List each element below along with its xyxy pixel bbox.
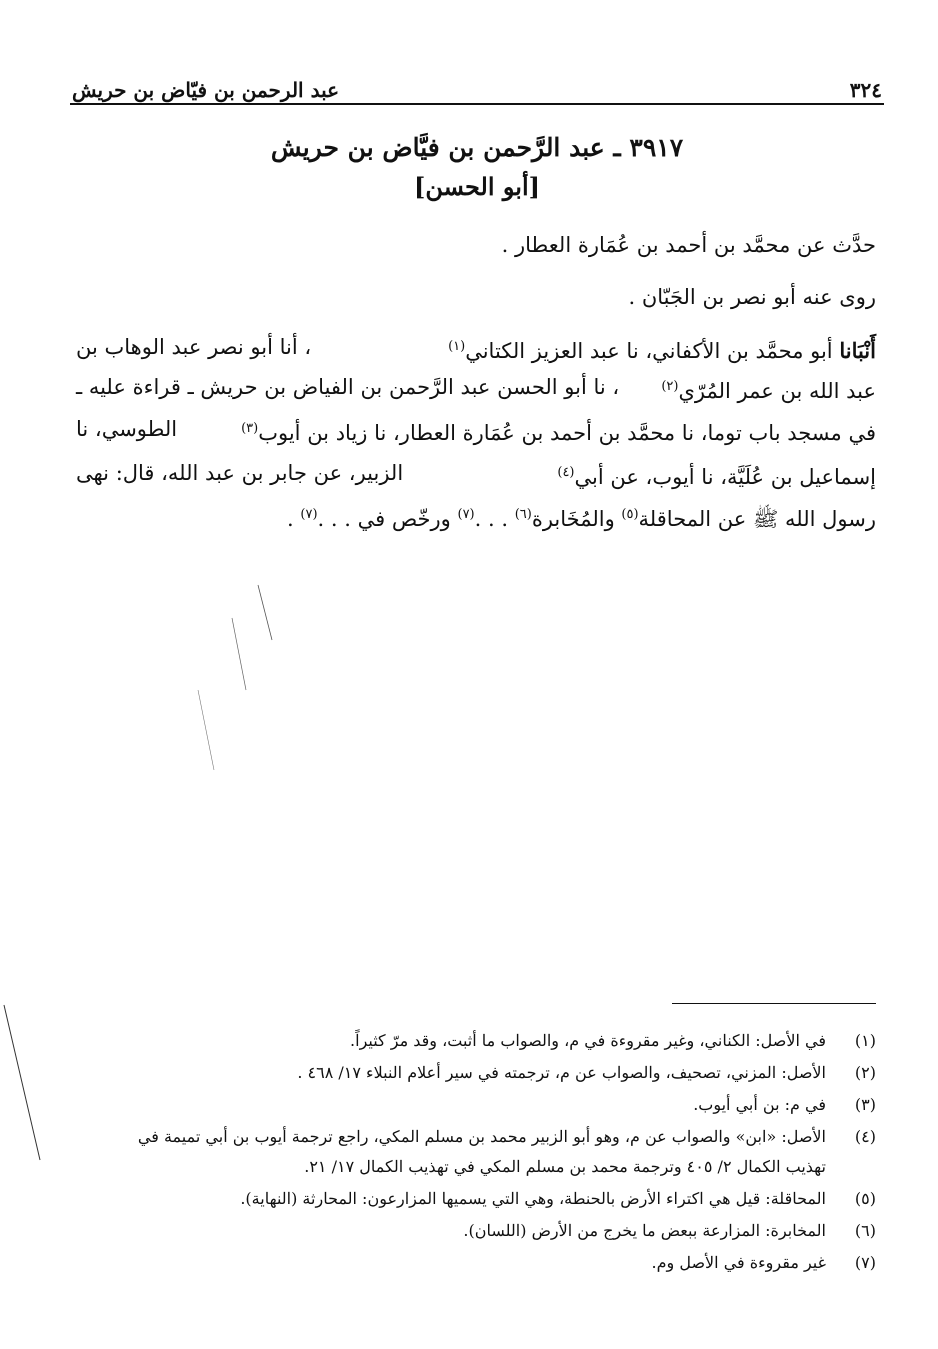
footnote-ref-1: (١) <box>448 339 466 354</box>
body-line-6-start: إسماعيل بن عُلَيَّة، نا أيوب، عن أبي$^{(٤)}$ <box>557 465 876 489</box>
footnote-text: غير مقروءة في الأصل وم. <box>651 1253 826 1272</box>
scan-streak <box>198 690 214 770</box>
footnote-text: في الأصل: الكناني، وغير مقروءة في م، والصواب ما أثبت، وقد مرّ كثيراً. <box>350 1031 826 1050</box>
running-title: عبد الرحمن بن فيّاض بن حريش <box>72 78 340 102</box>
footnote-text: الأصل: المزني، تصحيف، والصواب عن م، ترجمته في سير أعلام النبلاء ١٧/ ٤٦٨ . <box>297 1063 826 1082</box>
footnote-5 <box>240 1184 876 1214</box>
scan-streak <box>232 618 246 690</box>
entry-kunya: [أبو الحسن] <box>414 172 540 201</box>
body-line-5-start: في مسجد باب توما، نا محمَّد بن أحمد بن عُمَارة العطار، نا زياد بن أيوب$^{(٣)}$ <box>241 421 876 445</box>
body-line-6-end: الزبير، عن جابر بن عبد الله، قال: نهى <box>76 461 404 485</box>
body-line-3-end: ، أنا أبو نصر عبد الوهاب بن <box>76 335 312 359</box>
footnote-4-continuation: تهذيب الكمال ٢/ ٤٠٥ وترجمة محمد بن مسلم المكي في تهذيب الكمال ١٧/ ٢١. <box>304 1157 826 1176</box>
footnote-6 <box>463 1216 876 1246</box>
body-line-1: حدَّث عن محمَّد بن أحمد بن عُمَارة العطار . <box>501 233 876 257</box>
footnote-text: المخابرة: المزارعة ببعض ما يخرج من الأرض (اللسان). <box>463 1221 826 1240</box>
body-line-5-end: الطوسي، نا <box>76 417 178 441</box>
body-line-4-start: عبد الله بن عمر المُرّي$^{(٢)}$ <box>661 379 876 403</box>
footnote-number: (٦) <box>854 1221 876 1240</box>
body-line-7: رسول الله ﷺ عن المحاقلة$^{(٥)}$ والمُخَابرة$^{(٦)}$ . . .$^{(٧)}$ ورخّص في . . .$^{(٧)}$ . <box>287 507 876 531</box>
footnote-number: (٥) <box>854 1189 876 1208</box>
footnote-text: الأصل: «ابن» والصواب عن م، وهو أبو الزبير محمد بن مسلم المكي، راجع ترجمة أيوب بن أبي تميمة في <box>137 1127 826 1146</box>
footnote-3 <box>693 1090 876 1120</box>
footnote-number: (٧) <box>854 1253 876 1272</box>
body-line-4-end: ، نا أبو الحسن عبد الرَّحمن بن الفياض بن حريش ـ قراءة عليه ـ <box>76 375 620 399</box>
isnad-opening-word: أَنْبَانا <box>839 338 876 363</box>
footnote-ref-7a: (٧) <box>457 507 475 522</box>
footnote-rule <box>672 1003 876 1004</box>
footnote-ref-3: (٣) <box>241 421 259 436</box>
scan-streak <box>258 585 272 640</box>
entry-title: ٣٩١٧ ـ عبد الرَّحمن بن فيَّاض بن حريش <box>270 133 684 162</box>
footnote-ref-4: (٤) <box>557 465 575 480</box>
footnote-text: في م: بن أبي أيوب. <box>693 1095 826 1114</box>
footnote-ref-5: (٥) <box>621 507 639 522</box>
footnote-4 <box>138 1122 876 1152</box>
scan-streak <box>4 1005 40 1160</box>
footnote-number: (٣) <box>854 1095 876 1114</box>
footnote-ref-6: (٦) <box>514 507 532 522</box>
footnote-ref-2: (٢) <box>661 379 679 394</box>
footnote-number: (١) <box>854 1031 876 1050</box>
footnote-text: المحاقلة: قيل هي اكتراء الأرض بالحنطة، وهي التي يسميها المزارعون: المحارثة (النهاية). <box>240 1189 826 1208</box>
footnote-2 <box>297 1058 876 1088</box>
footnote-number: (٤) <box>854 1127 876 1146</box>
page-number: ٣٢٤ <box>849 78 882 102</box>
body-line-3-start: أَنْبَانا أبو محمَّد بن الأكفاني، نا عبد العزيز الكتاني$^{(١)}$ <box>448 338 876 363</box>
footnote-number: (٢) <box>854 1063 876 1082</box>
footnote-ref-7b: (٧) <box>300 507 318 522</box>
body-line-2: روى عنه أبو نصر بن الجَبّان . <box>628 285 876 309</box>
footnote-7 <box>652 1248 876 1278</box>
footnote-1 <box>350 1026 876 1056</box>
